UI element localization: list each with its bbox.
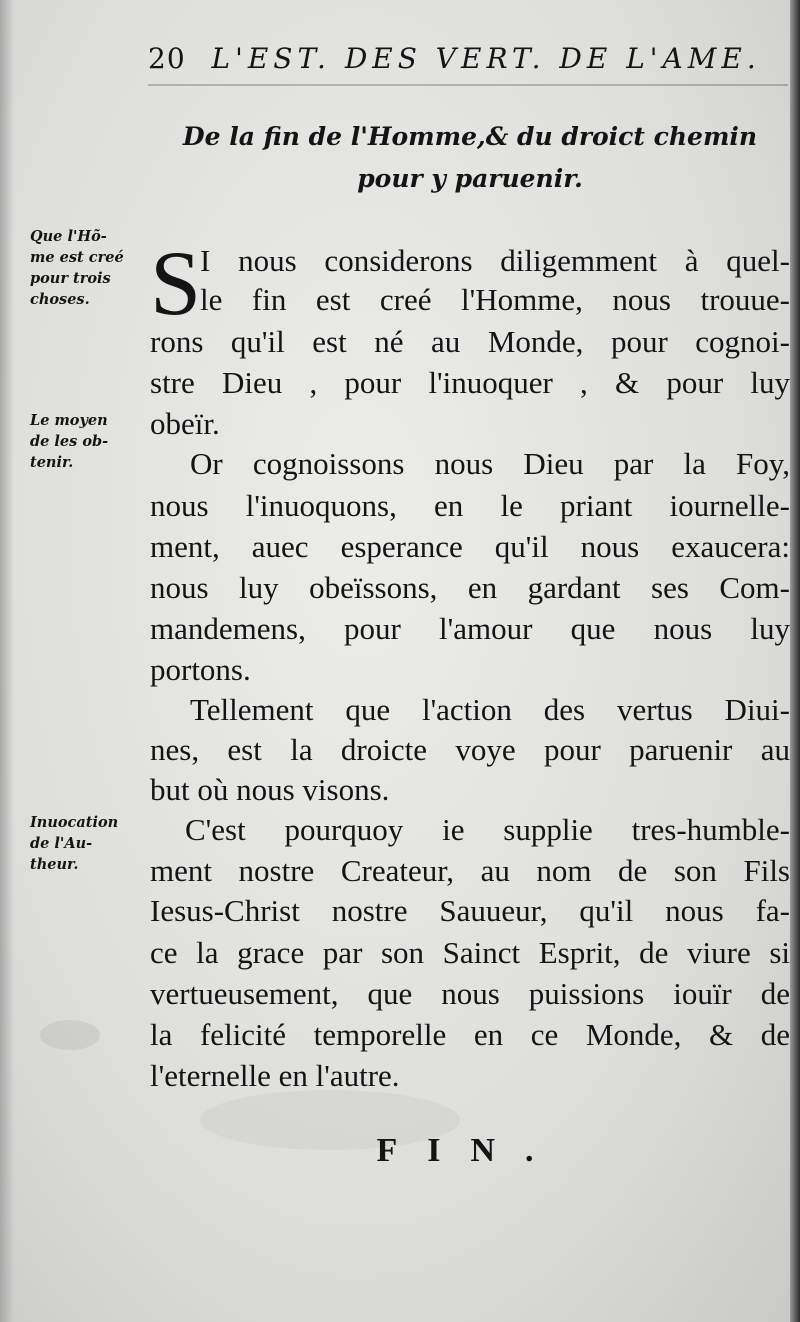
body-line: obeïr. <box>150 406 220 441</box>
margin-note-line: tenir. <box>30 454 74 471</box>
body-line: Or cognoissons nous Dieu par la Foy, <box>190 446 790 481</box>
margin-note-line: choses. <box>30 291 90 308</box>
margin-note-line: Que l'Hõ- <box>30 228 107 245</box>
margin-note-2 <box>30 410 150 473</box>
page-number: 20 <box>148 42 186 75</box>
body-line: mandemens, pour l'amour que nous luy <box>150 611 790 646</box>
body-line: stre Dieu , pour l'inuoquer , & pour luy <box>150 365 790 400</box>
ink-smudge <box>40 1020 100 1050</box>
body-line: I nous considerons diligemment à quel- <box>200 243 790 278</box>
body-line: vertueusement, que nous puissions iouïr de <box>150 976 790 1011</box>
chapter-title-line-1: De la fin de l'Homme,& du droict chemin <box>182 122 758 151</box>
body-line: portons. <box>150 652 251 687</box>
margin-note-line: Inuocation <box>30 814 119 831</box>
chapter-title-line-2: pour y paruenir. <box>357 164 583 193</box>
margin-note-1 <box>30 226 150 310</box>
page-edge <box>790 0 800 1322</box>
drop-cap: S <box>150 232 202 334</box>
body-line: nous l'inuoquons, en le priant iournelle- <box>150 488 790 523</box>
running-head <box>148 42 788 86</box>
margin-note-line: theur. <box>30 856 79 873</box>
margin-note-line: de l'Au- <box>30 835 93 852</box>
body-line: le fin est creé l'Homme, nous trouue- <box>200 282 790 317</box>
fin-marker: FIN. <box>376 1132 564 1169</box>
body-line: ment nostre Createur, au nom de son Fils <box>150 853 790 888</box>
margin-note-line: Le moyen <box>30 412 108 429</box>
header-rule <box>148 84 788 86</box>
body-line: la felicité temporelle en ce Monde, & de <box>150 1017 790 1052</box>
body-line: ment, auec esperance qu'il nous exaucera: <box>150 529 790 564</box>
margin-note-line: me est creé <box>30 249 124 266</box>
body-line: Iesus-Christ nostre Sauueur, qu'il nous fa- <box>150 893 790 928</box>
margin-note-3 <box>30 812 150 875</box>
margin-note-line: de les ob- <box>30 433 109 450</box>
page-gutter-shadow <box>0 0 14 1322</box>
body-line: rons qu'il est né au Monde, pour cognoi- <box>150 324 790 359</box>
margin-note-line: pour trois <box>30 270 111 287</box>
body-line: nes, est la droicte voye pour paruenir au <box>150 732 790 767</box>
body-line: l'eternelle en l'autre. <box>150 1058 400 1093</box>
body-line: ce la grace par son Sainct Esprit, de viure si <box>150 935 790 970</box>
body-line: Tellement que l'action des vertus Diui- <box>190 692 790 727</box>
running-head-text: L'EST. DES VERT. DE L'AME. <box>211 42 761 75</box>
body-line: nous luy obeïssons, en gardant ses Com- <box>150 570 790 605</box>
body-line: but où nous visons. <box>150 772 390 807</box>
body-line: C'est pourquoy ie supplie tres-humble- <box>185 812 790 847</box>
